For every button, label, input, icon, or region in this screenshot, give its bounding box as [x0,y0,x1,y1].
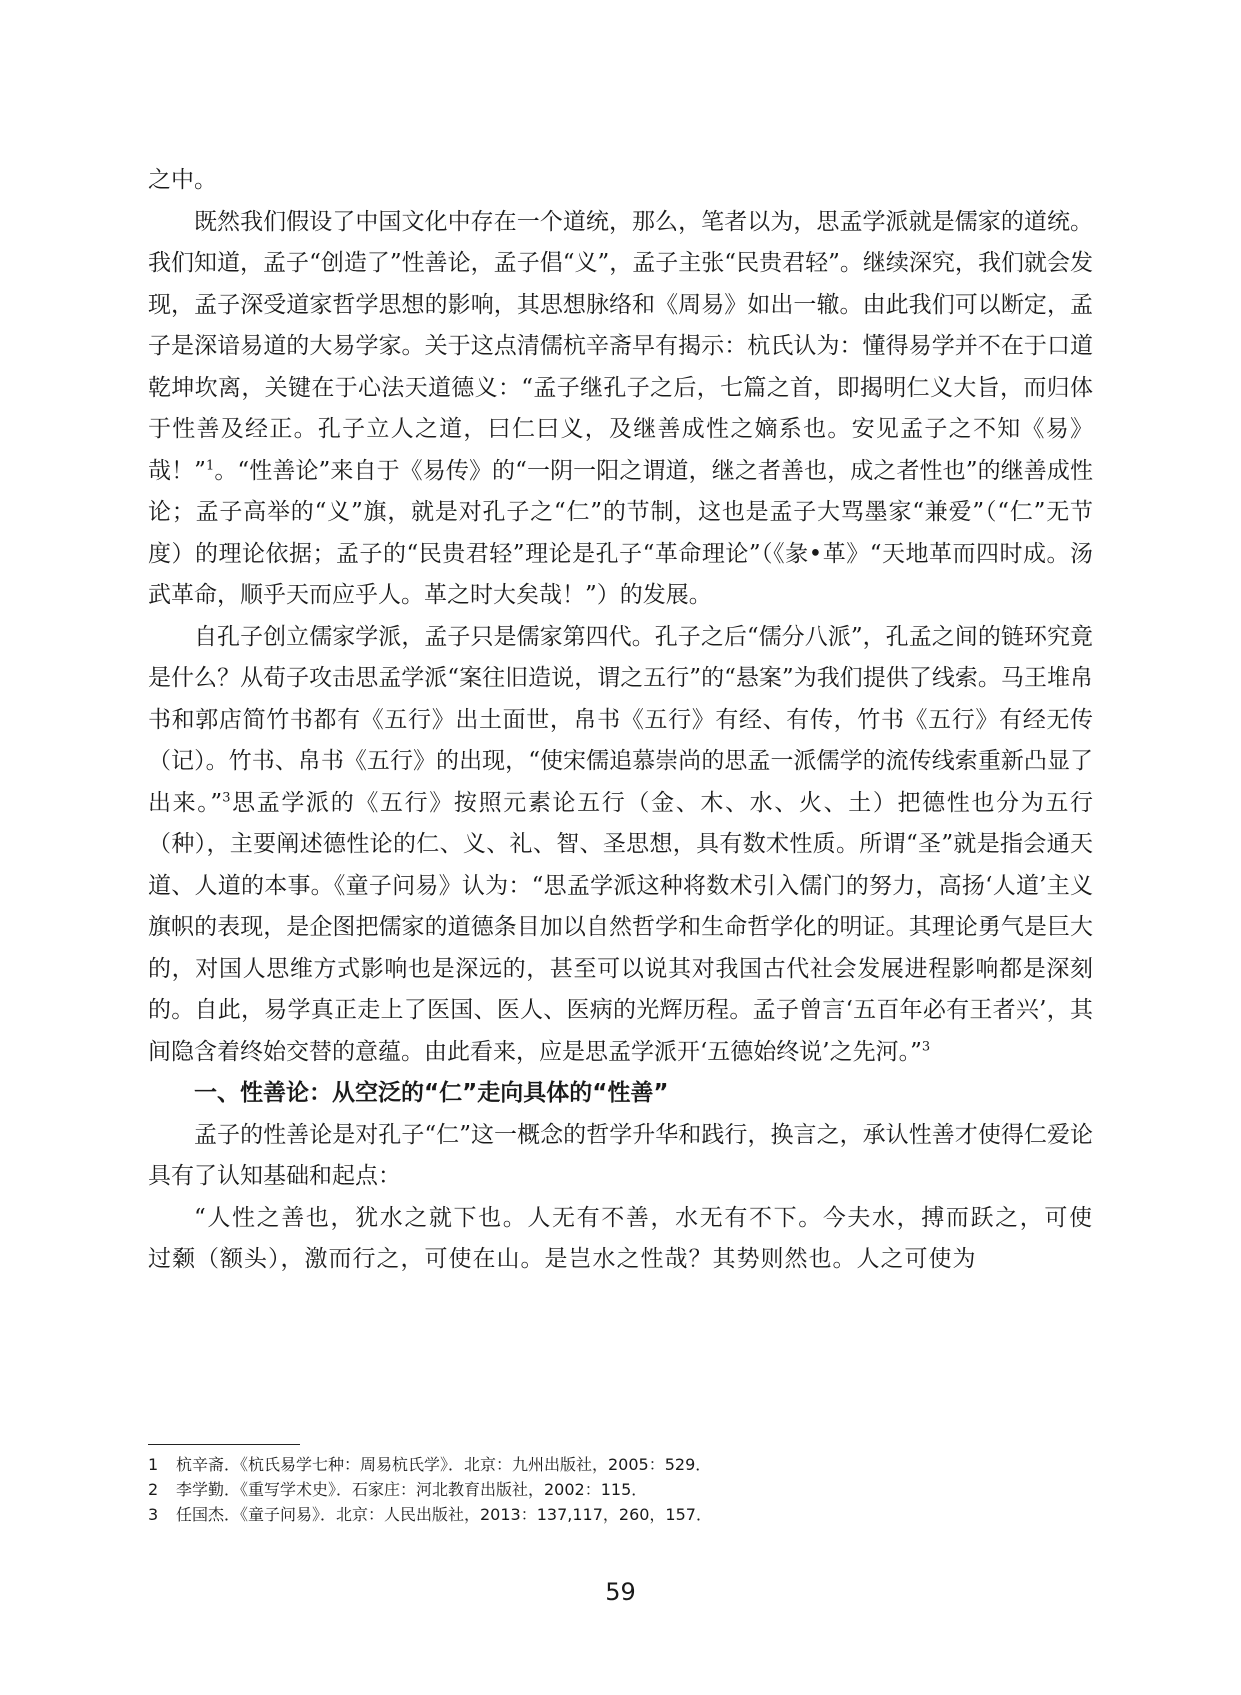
paragraph-wuxing [148,617,1093,1074]
footnote-item [148,1477,1093,1502]
footnote-number: 2 [148,1480,159,1499]
footnote-ref-1[interactable]: 1 [205,457,215,473]
paragraph-continuation: 之中。 [148,167,217,193]
footnote-ref-3[interactable]: 3 [921,1038,931,1054]
paragraph-text: 自孔子创立儒家学派，孟子只是儒家第四代。孔子之后“儒分八派”，孔孟之间的链环究竟是什么？从荀子攻击思孟学派“案往旧造说，谓之五行”的“悬案”为我们提供了线索。马王堆帛书和郭店简竹书都有《五行》出土面世，帛书《五行》有经、有传，竹书《五行》有经无传（记）。竹书、帛书《五行》的出现，“使宋儒追慕崇尚的思孟一派儒学的流传线索重新凸显了出来。” [148,623,1093,816]
footnote-number: 3 [148,1505,159,1524]
footnote-item [148,1502,1093,1527]
paragraph-xingshan: 孟子的性善论是对孔子“仁”这一概念的哲学升华和践行，换言之，承认性善才使得仁爱论具有了认知基础和起点： [148,1121,1093,1189]
footnote-item [148,1452,1093,1477]
footnotes [148,1452,1093,1527]
paragraph-text: 思孟学派的《五行》按照元素论五行（金、木、水、火、土）把德性也分为五行（种），主要阐述德性论的仁、义、礼、智、圣思想，具有数术性质。所谓“圣”就是指会通天道、人道的本事。《童子问易》认为：“思孟学派这种将数术引入儒门的努力，高扬‘人道’主义旗帜的表现，是企图把儒家的道德条目加以自然哲学和生命哲学化的明证。其理论勇气是巨大的，对国人思维方式影响也是深远的，甚至可以说其对我国古代社会发展进程影响都是深刻的。自此，易学真正走上了医国、医人、医病的光辉历程。孟子曾言‘五百年必有王者兴’，其间隐含着终始交替的意蕴。由此看来，应是思孟学派开‘五德始终说’之先河。” [148,789,1094,1065]
footnote-text: 杭辛斋．《杭氏易学七种：周易杭氏学》．北京：九州出版社，2005：529． [176,1455,712,1474]
footnote-divider [148,1444,300,1445]
paragraph-text: 。“性善论”来自于《易传》的“一阴一阳之谓道，继之者善也，成之者性也”的继善成性论；孟子高举的“义”旗，就是对孔子之“仁”的节制，这也是孟子大骂墨家“兼爱”（“仁”无节度）的理论依据；孟子的“民贵君轻”理论是孔子“革命理论”（《彖•革》“天地革而四时成。汤武革命，顺乎天而应乎人。革之时大矣哉！”）的发展。 [148,457,1093,608]
paragraph-text: 既然我们假设了中国文化中存在一个道统，那么，笔者以为，思孟学派就是儒家的道统。我们知道，孟子“创造了”性善论，孟子倡“义”，孟子主张“民贵君轻”。继续深究，我们就会发现，孟子深受道家哲学思想的影响，其思想脉络和《周易》如出一辙。由此我们可以断定，孟子是深谙易道的大易学家。关于这点清儒杭辛斋早有揭示：杭氏认为：懂得易学并不在于口道乾坤坎离，关键在于心法天道德义：“孟子继孔子之后，七篇之首，即揭明仁义大旨，而归体于性善及经正。孔子立人之道，曰仁曰义，及继善成性之嫡系也。安见孟子之不知《易》哉！” [148,208,1093,484]
footnote-text: 李学勤．《重写学术史》．石家庄：河北教育出版社，2002：115． [176,1480,648,1499]
page-number: 59 [605,1578,636,1606]
block-quote: “人性之善也，犹水之就下也。人无有不善，水无有不下。今夫水，搏而跃之，可使过颡（额头），激而行之，可使在山。是岂水之性哉？其势则然也。人之可使为 [148,1204,1093,1272]
section-heading: 一、性善论：从空泛的“仁”走向具体的“性善” [194,1080,669,1106]
footnote-ref-2[interactable]: 3 [222,789,231,805]
footnote-number: 1 [148,1455,159,1474]
paragraph-daotong [148,202,1093,617]
page-body [148,160,1093,1281]
footnote-text: 任国杰．《童子问易》．北京：人民出版社，2013：137,117，260，157． [176,1505,712,1524]
